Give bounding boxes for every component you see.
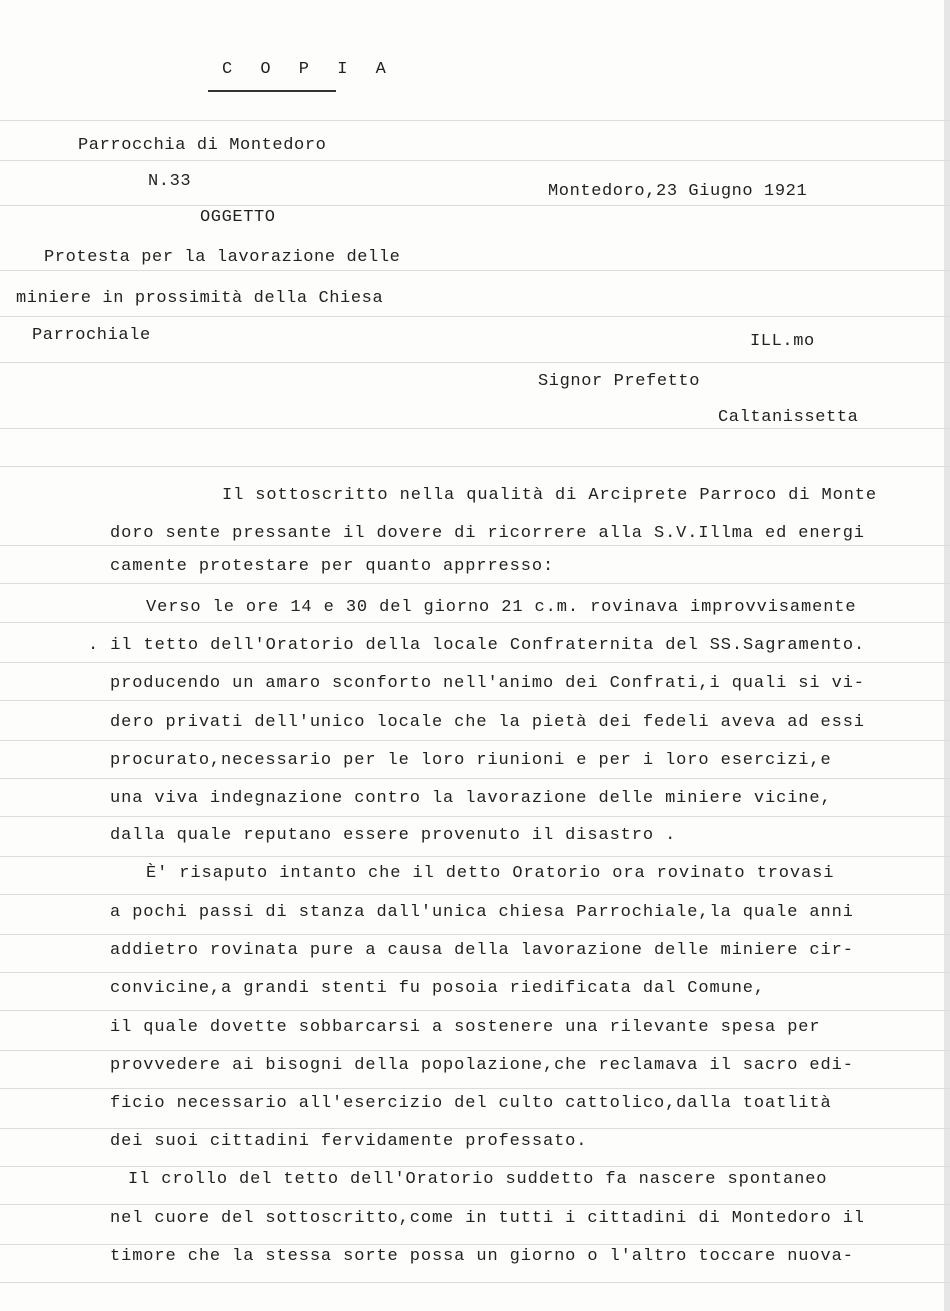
body-line: Verso le ore 14 e 30 del giorno 21 c.m. rovinava improvvisamente	[146, 598, 857, 617]
body-line: camente protestare per quanto apprresso:	[110, 557, 555, 576]
parish-name: Parrocchia di Montedoro	[78, 136, 327, 155]
body-line: convicine,a grandi stenti fu posoia riedificata dal Comune,	[110, 979, 765, 998]
subject-line-2: miniere in prossimità della Chiesa	[16, 289, 384, 308]
body-line: Il crollo del tetto dell'Oratorio suddetto fa nascere spontaneo	[128, 1170, 828, 1189]
oggetto-label: OGGETTO	[200, 208, 276, 227]
body-line: addietro rovinata pure a causa della lavorazione delle miniere cir-	[110, 941, 854, 960]
copia-underline	[208, 90, 336, 92]
recipient-city: Caltanissetta	[718, 408, 859, 427]
body-line: doro sente pressante il dovere di ricorrere alla S.V.Illma ed energi	[110, 524, 865, 543]
body-line: procurato,necessario per le loro riunioni e per i loro esercizi,e	[110, 751, 832, 770]
body-line: dero privati dell'unico locale che la pietà dei fedeli aveva ad essi	[110, 713, 865, 732]
body-line: a pochi passi di stanza dall'unica chiesa Parrochiale,la quale anni	[110, 903, 854, 922]
body-line: È' risaputo intanto che il detto Oratorio ora rovinato trovasi	[146, 864, 835, 883]
body-line: . il tetto dell'Oratorio della locale Confraternita del SS.Sagramento.	[88, 636, 866, 655]
body-line: dalla quale reputano essere provenuto il disastro .	[110, 826, 677, 845]
copia-heading: C O P I A	[222, 60, 395, 79]
body-line: nel cuore del sottoscritto,come in tutti i cittadini di Montedoro il	[110, 1209, 865, 1228]
body-line: una viva indegnazione contro la lavorazione delle miniere vicine,	[110, 789, 832, 808]
body-line: producendo un amaro sconforto nell'animo dei Confrati,i quali si vi-	[110, 674, 865, 693]
salutation: ILL.mo	[750, 332, 815, 351]
body-line: il quale dovette sobbarcarsi a sostenere una rilevante spesa per	[110, 1018, 821, 1037]
recipient: Signor Prefetto	[538, 372, 701, 391]
subject-line-3: Parrochiale	[32, 326, 151, 345]
body-line: ficio necessario all'esercizio del culto cattolico,dalla toatlità	[110, 1094, 832, 1113]
body-line: provvedere ai bisogni della popolazione,che reclamava il sacro edi-	[110, 1056, 854, 1075]
letter-date: Montedoro,23 Giugno 1921	[548, 182, 808, 201]
scan-edge	[944, 0, 950, 1311]
body-line: Il sottoscritto nella qualità di Arciprete Parroco di Monte	[222, 486, 877, 505]
body-line: timore che la stessa sorte possa un giorno o l'altro toccare nuova-	[110, 1247, 854, 1266]
subject-line-1: Protesta per la lavorazione delle	[44, 248, 401, 267]
protocol-number: N.33	[148, 172, 192, 191]
body-line: dei suoi cittadini fervidamente professato.	[110, 1132, 588, 1151]
